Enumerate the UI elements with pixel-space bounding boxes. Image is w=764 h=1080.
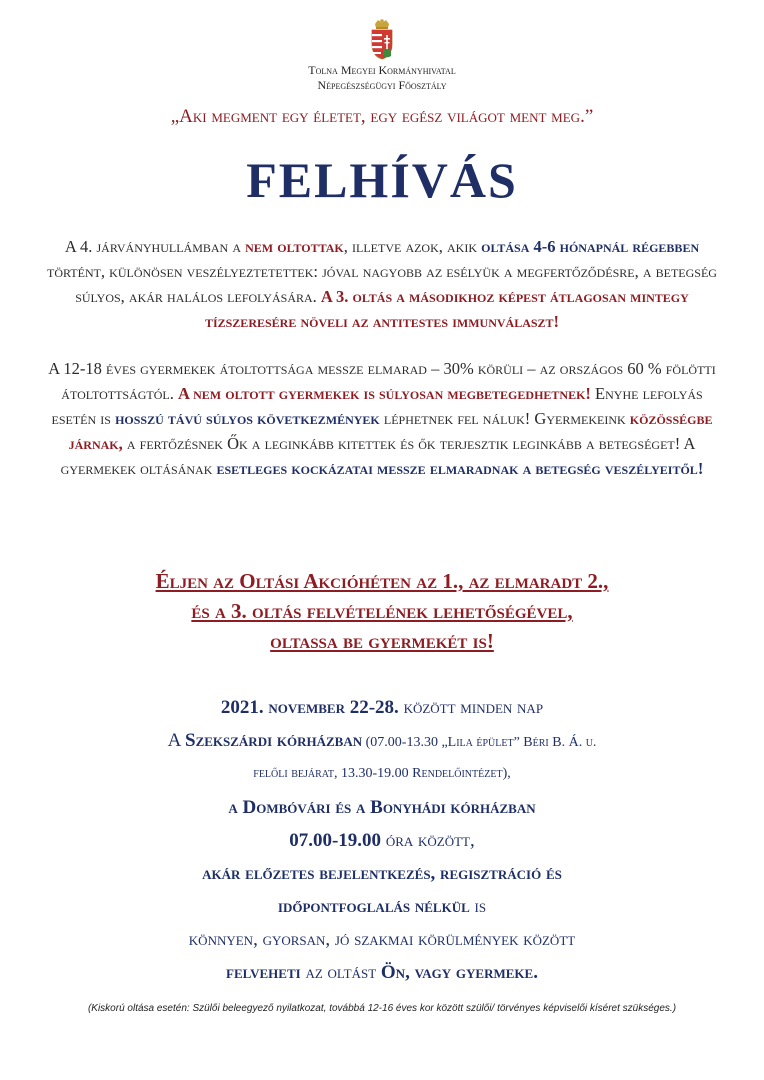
p1-text-3: történt, különösen veszélyeztetettek: jóval nagyobb az esélyük a megfertőződésre, a betegség súlyos, akár halálos lefolyására. <box>47 262 717 306</box>
schedule-every-day: között minden nap <box>398 697 544 718</box>
schedule-the-vaccine: az oltást <box>300 962 381 983</box>
paragraph-children <box>44 356 720 481</box>
schedule-conditions: könnyen, gyorsan, jó szakmai körülmények között <box>188 929 576 950</box>
schedule-hours-rest: óra között, <box>381 830 475 851</box>
action-week-callout <box>0 566 764 656</box>
page-title: FELHÍVÁS <box>246 152 518 208</box>
p2-emph-long-term: hosszú távú súlyos következmények <box>115 409 380 428</box>
schedule-szekszard-detail: (07.00-13.30 „Lila épület” Béri B. Á. u. <box>362 735 597 750</box>
schedule-hours: 07.00-19.00 <box>289 830 382 851</box>
callout-line-1: Éljen az Oltási Akcióhéten az 1., az elmaradt 2., <box>155 569 609 593</box>
p2-text-3: léphetnek fel náluk! Gyermekeink <box>379 409 630 428</box>
schedule-you-or-child: Ön, vagy gyermeke. <box>380 962 538 983</box>
p2-text-1: A 12-18 éves gyermekek átoltottsága messze elmarad – 30% körüli – az országos 60 % fölötti átoltottságtól. <box>48 359 716 403</box>
p2-emph-unvaccinated-children: A nem oltott gyermekek is súlyosan megbetegedhetnek! <box>178 384 591 403</box>
paragraph-risk <box>44 234 720 334</box>
p1-text-1: A 4. járványhullámban a <box>64 237 246 256</box>
schedule-can-receive: felveheti <box>226 962 301 983</box>
schedule-no-appointment: időpontfoglalás nélkül <box>277 896 470 917</box>
schedule-also: is <box>469 896 487 917</box>
schedule-other-hospitals: a Dombóvári és a Bonyhádi kórházban <box>228 797 536 818</box>
org-name: Tolna Megyei Kormányhivatal <box>308 63 456 77</box>
p1-emph-third-dose: A 3. oltás a másodikhoz képest átlagosan mintegy tízszeresére növeli az antitestes immunválaszt! <box>204 287 689 331</box>
schedule-line-final <box>30 956 734 989</box>
p2-text-2: Enyhe lefolyás esetén is <box>51 384 703 428</box>
schedule-line-hours <box>30 824 734 857</box>
p1-emph-unvaccinated: nem oltottak <box>245 237 344 256</box>
org-department: Népegészségügyi Főosztály <box>317 78 447 92</box>
schedule-line-date <box>30 691 734 724</box>
p2-emph-risks: esetleges kockázatai messze elmaradnak a betegség veszélyeitől! <box>216 459 704 478</box>
vaccination-schedule <box>30 691 734 989</box>
header-quote: „Aki megment egy életet, egy egész világot ment meg.” <box>170 106 594 127</box>
p2-emph-community: közösségbe járnak, <box>68 409 713 453</box>
consent-footnote: (Kiskorú oltása esetén: Szülői beleegyező nyilatkozat, továbbá 12-16 éves kor között szülői/ törvényes képviselői kíséret szükséges.) <box>87 1003 677 1014</box>
hungarian-coat-of-arms-icon <box>370 18 394 60</box>
callout-line-2: és a 3. oltás felvételének lehetőségével, <box>191 599 573 623</box>
callout-line-3: oltassa be gyermekét is! <box>270 629 494 653</box>
schedule-date: 2021. november 22-28. <box>220 697 399 718</box>
p1-text-2: , illetve azok, akik <box>343 237 482 256</box>
schedule-szekszard-hospital: Szekszárdi kórházban <box>185 730 363 751</box>
schedule-prefix: A <box>167 730 185 751</box>
schedule-szekszard-entrance: felőli bejárat, 13.30-19.00 Rendelőintézet), <box>253 766 511 781</box>
schedule-no-registration-1: akár előzetes bejelentkezés, regisztráció és <box>202 863 562 884</box>
schedule-line-no-appointment <box>30 890 734 923</box>
schedule-line-szekszard <box>30 724 734 757</box>
p1-emph-old-vaccination: oltása 4-6 hónapnál régebben <box>481 237 700 256</box>
p2-text-4: a fertőzésnek Ők a leginkább kitettek és ők terjesztik leginkább a betegséget! A gyermekek oltásának <box>60 434 696 478</box>
